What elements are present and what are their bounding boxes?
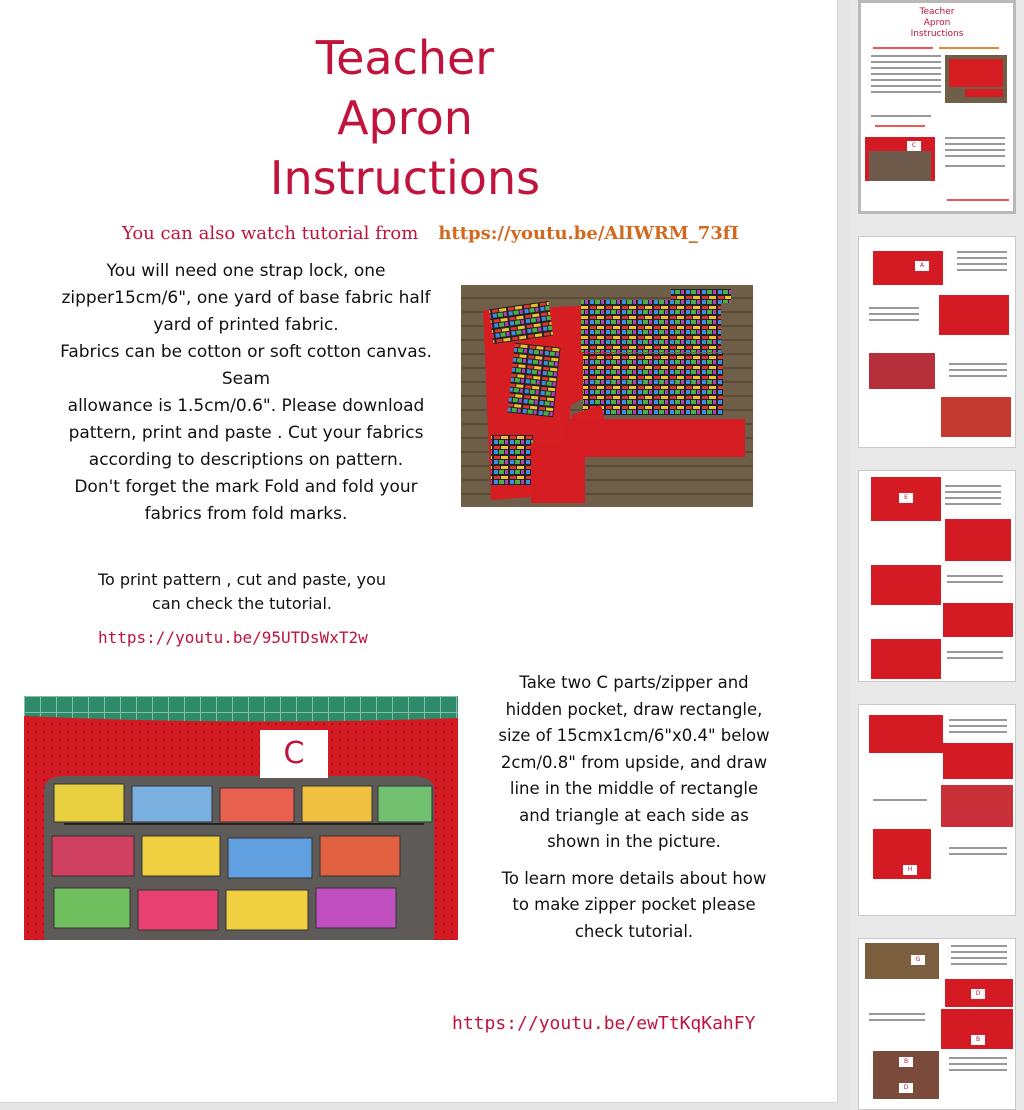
- intro-line: fabrics from fold marks.: [144, 504, 348, 524]
- thumb-label: H: [903, 865, 917, 875]
- thumb-text: [871, 67, 941, 69]
- intro-line: pattern, print and paste . Cut your fabrics: [68, 423, 424, 443]
- thumb-text: [947, 575, 1003, 577]
- thumb-label: C: [907, 141, 921, 151]
- thumb-text: [945, 137, 1005, 139]
- thumb-title-line: Teacher: [919, 7, 955, 17]
- thumb-image: [873, 829, 931, 879]
- thumb-text: [951, 945, 1007, 947]
- intro-text: [56, 258, 436, 528]
- thumb-text: [949, 731, 1007, 733]
- thumb-text: [945, 149, 1005, 151]
- print-line: To print pattern , cut and paste, you: [97, 570, 387, 589]
- thumb-text: [957, 269, 1007, 271]
- step-c-photo: [24, 696, 458, 940]
- title-line-3: Instructions: [269, 151, 541, 205]
- fabric-pieces-illustration: [461, 285, 753, 507]
- thumb-text: [957, 257, 1007, 259]
- step-line: shown in the picture.: [547, 832, 721, 851]
- thumb-image: [943, 603, 1013, 637]
- title-line-1: Teacher: [315, 31, 495, 85]
- thumbnail-page-1[interactable]: [858, 0, 1016, 214]
- page-thumbnails-sidebar: [850, 0, 1024, 1110]
- thumb-text: [869, 319, 919, 321]
- thumb-image: [873, 1051, 939, 1099]
- thumb-text: [951, 963, 1007, 965]
- intro-line: allowance is 1.5cm/0.6". Please download: [67, 396, 425, 416]
- thumb-text: [951, 951, 1007, 953]
- thumb-label: G: [911, 955, 925, 965]
- intro-line: yard of printed fabric.: [153, 315, 339, 335]
- thumb-text: [871, 79, 941, 81]
- tutorial-lead: You can also watch tutorial from: [122, 223, 419, 244]
- thumb-title-line: Instructions: [910, 29, 964, 39]
- thumb-text: [951, 957, 1007, 959]
- thumb-text: [957, 251, 1007, 253]
- thumb-label: A: [915, 261, 929, 271]
- thumb-text: [945, 485, 1001, 487]
- thumb-text: [871, 91, 941, 93]
- thumb-image: [873, 251, 943, 285]
- intro-line: zipper15cm/6", one yard of base fabric half: [61, 288, 431, 308]
- thumb-text: [949, 1063, 1007, 1065]
- thumb-text: [871, 73, 941, 75]
- thumb-text: [871, 115, 931, 117]
- thumb-label: D: [899, 1083, 913, 1093]
- thumb-text: [947, 651, 1003, 653]
- thumb-image: [941, 785, 1013, 827]
- thumb-image: [945, 55, 1007, 103]
- thumb-label: D: [971, 989, 985, 999]
- thumb-image: [871, 565, 941, 605]
- print-line: can check the tutorial.: [152, 594, 332, 613]
- thumb-image: [941, 397, 1011, 437]
- step-c-text: [484, 670, 784, 955]
- thumbnail-page-2[interactable]: [858, 236, 1016, 448]
- thumb-text: [945, 503, 1001, 505]
- thumb-text: [949, 847, 1007, 849]
- thumb-text: [871, 61, 941, 63]
- step-line: size of 15cmx1cm/6"x0.4" below: [498, 726, 770, 745]
- thumb-text: [949, 719, 1007, 721]
- thumb-text: [869, 1019, 925, 1021]
- step-line: hidden pocket, draw rectangle,: [505, 699, 763, 719]
- thumb-title: [861, 7, 1013, 40]
- thumb-text: [871, 55, 941, 57]
- thumb-text: [947, 199, 1009, 201]
- intro-line: Don't forget the mark Fold and fold your: [74, 477, 418, 497]
- thumb-text: [945, 497, 1001, 499]
- thumb-image: [869, 715, 943, 753]
- step-line: and triangle at each side as: [519, 805, 749, 825]
- learn-line: to make zipper pocket please: [512, 895, 756, 914]
- intro-line: You will need one strap lock, one: [106, 261, 386, 281]
- thumb-image: [871, 639, 941, 679]
- bus-fabric-illustration: [24, 696, 458, 940]
- thumb-label: E: [899, 493, 913, 503]
- learn-more: [484, 866, 784, 946]
- thumbnail-page-3[interactable]: [858, 470, 1016, 682]
- learn-line: check tutorial.: [574, 921, 694, 941]
- thumb-text: [869, 1013, 925, 1015]
- thumb-image: [945, 979, 1013, 1007]
- thumb-image: [871, 477, 941, 521]
- thumb-text: [949, 369, 1007, 371]
- thumb-text: [939, 47, 999, 49]
- thumb-text: [949, 363, 1007, 365]
- thumb-text: [945, 165, 1005, 167]
- thumb-text: [873, 47, 933, 49]
- step-c-label: C: [260, 730, 328, 778]
- print-text: [62, 568, 422, 616]
- thumb-image: [941, 1009, 1013, 1049]
- step-line: line in the middle of rectangle: [509, 779, 759, 798]
- thumb-text: [947, 657, 1003, 659]
- zipper-tutorial-link[interactable]: https://youtu.be/ewTtKqKahFY: [452, 1013, 756, 1034]
- thumb-image: [943, 743, 1013, 779]
- fabric-pieces-photo: [461, 285, 753, 507]
- thumb-image: [865, 137, 935, 181]
- thumb-text: [947, 581, 1003, 583]
- thumb-text: [945, 491, 1001, 493]
- thumb-text: [869, 313, 919, 315]
- thumb-label: B: [971, 1035, 985, 1045]
- step-line: Take two C parts/zipper and: [519, 673, 749, 692]
- thumb-text: [949, 1069, 1007, 1071]
- thumb-text: [945, 143, 1005, 145]
- thumbnail-page-4[interactable]: [858, 704, 1016, 916]
- thumb-text: [957, 263, 1007, 265]
- thumb-label: B: [899, 1057, 913, 1067]
- thumb-image: [865, 943, 939, 979]
- thumb-text: [871, 85, 941, 87]
- thumb-text: [949, 375, 1007, 377]
- step-instructions: [484, 670, 784, 856]
- thumb-image: [945, 519, 1011, 561]
- thumb-text: [945, 155, 1005, 157]
- print-tutorial-link[interactable]: https://youtu.be/95UTDsWxT2w: [98, 628, 368, 647]
- thumb-text: [949, 853, 1007, 855]
- thumb-text: [875, 125, 925, 127]
- step-line: 2cm/0.8" from upside, and draw: [500, 752, 768, 772]
- thumb-image: [869, 353, 935, 389]
- thumbnail-page-5[interactable]: [858, 938, 1016, 1110]
- tutorial-line: [122, 222, 739, 244]
- tutorial-link[interactable]: https://youtu.be/AlIWRM_73fI: [438, 223, 739, 244]
- title-line-2: Apron: [337, 91, 473, 145]
- thumb-image: [939, 295, 1009, 335]
- intro-line: according to descriptions on pattern.: [88, 450, 404, 470]
- thumb-text: [949, 1057, 1007, 1059]
- thumb-title-line: Apron: [923, 18, 951, 28]
- intro-line: Fabrics can be cotton or soft cotton canvas.: [60, 342, 432, 362]
- thumb-text: [873, 799, 927, 801]
- thumb-text: [869, 307, 919, 309]
- page-title: [190, 28, 620, 208]
- intro-line: Seam: [221, 369, 271, 389]
- learn-line: To learn more details about how: [501, 868, 767, 888]
- thumb-text: [949, 725, 1007, 727]
